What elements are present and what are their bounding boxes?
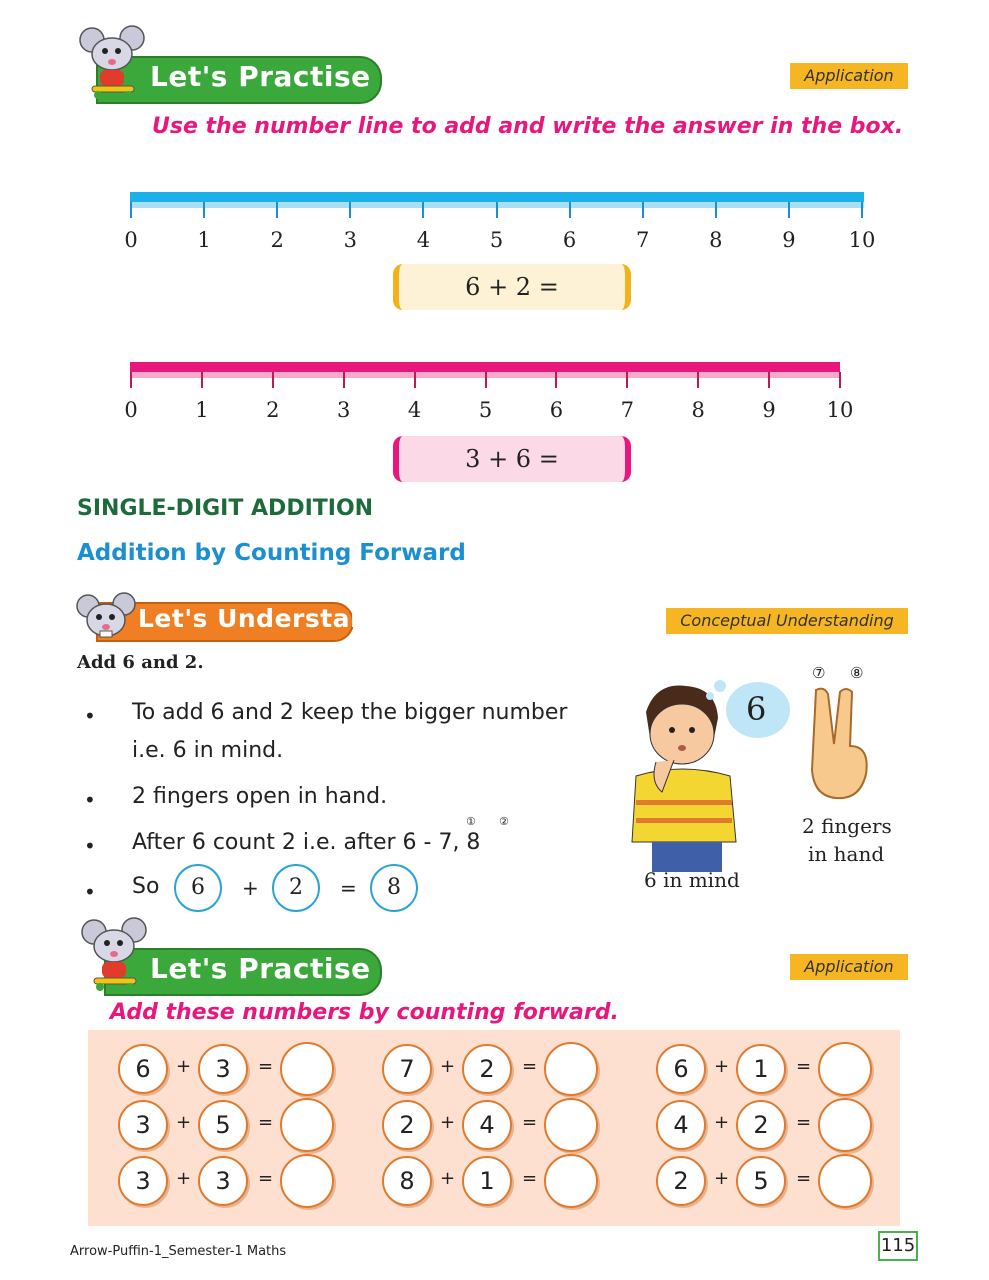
addend-b-circle: 5 — [736, 1156, 786, 1206]
addend-b-circle: 1 — [736, 1044, 786, 1094]
plus-sign: + — [714, 1112, 730, 1133]
number-line-1-tick-label: 3 — [343, 228, 357, 252]
number-line-2-tick — [626, 372, 628, 388]
section-subheading: Addition by Counting Forward — [77, 540, 466, 566]
addend-a-circle: 2 — [382, 1100, 432, 1150]
number-line-2-tick — [839, 372, 841, 388]
plus-sign: + — [440, 1168, 456, 1189]
number-line-2-tick-label: 10 — [826, 398, 854, 422]
mouse-mascot-icon — [80, 916, 150, 992]
number-line-1-tick — [569, 202, 571, 218]
number-line-1 — [130, 192, 864, 202]
page-number: 115 — [878, 1231, 918, 1261]
addend-a-circle: 3 — [118, 1100, 168, 1150]
answer-circle[interactable] — [280, 1042, 334, 1096]
number-line-1-tick-label: 4 — [416, 228, 431, 252]
addend-a-circle: 2 — [656, 1156, 706, 1206]
understand-heading: Add 6 and 2. — [77, 652, 204, 673]
number-line-1-tick — [496, 202, 498, 218]
number-line-1-tick — [203, 202, 205, 218]
plus-sign: + — [176, 1112, 192, 1133]
number-line-1-tick — [642, 202, 644, 218]
equals-sign: = — [796, 1112, 812, 1133]
plus-sign: + — [440, 1112, 456, 1133]
number-line-2-tick-label: 9 — [762, 398, 776, 422]
number-line-1-tick-label: 1 — [197, 228, 211, 252]
finger-count-8: ⑧ — [850, 664, 864, 682]
addend-b-circle: 3 — [198, 1044, 248, 1094]
bullet-4-prefix: So — [132, 874, 160, 899]
number-line-2-tick-label: 0 — [124, 398, 138, 422]
so-addend-b: 2 — [272, 864, 320, 912]
number-line-2-tick-label: 5 — [478, 398, 493, 422]
number-line-1-tick-label: 9 — [782, 228, 796, 252]
addend-a-circle: 6 — [118, 1044, 168, 1094]
two-fingers-hand-icon — [806, 684, 876, 802]
number-line-1-tick — [349, 202, 351, 218]
finger-count-7: ⑦ — [812, 664, 826, 682]
equals-sign: = — [796, 1168, 812, 1189]
number-line-2-tick — [697, 372, 699, 388]
practise-42-tag: Application — [790, 63, 908, 89]
plus-sign: + — [714, 1168, 730, 1189]
number-line-2-tick — [485, 372, 487, 388]
plus-sign: + — [714, 1056, 730, 1077]
number-line-2-tick-label: 3 — [337, 398, 351, 422]
practise-42-instruction: Use the number line to add and write the answer in the box. — [152, 114, 904, 139]
number-line-1-tick-label: 0 — [124, 228, 138, 252]
number-line-2-tick — [343, 372, 345, 388]
count-marker-1: ① — [466, 815, 476, 828]
equals-sign: = — [522, 1112, 538, 1133]
plus-sign: + — [440, 1056, 456, 1077]
addend-b-circle: 2 — [462, 1044, 512, 1094]
number-line-1-tick — [422, 202, 424, 218]
number-line-1-tick — [861, 202, 863, 218]
equals-sign: = — [258, 1112, 274, 1133]
addend-a-circle: 8 — [382, 1156, 432, 1206]
number-line-1-tick — [130, 202, 132, 218]
practise-42-title: Let's Practise 4.2 — [150, 60, 433, 93]
equation-box-6-plus-2[interactable]: 6 + 2 = — [393, 264, 631, 310]
section-heading: SINGLE-DIGIT ADDITION — [77, 496, 374, 521]
number-line-1-tick — [276, 202, 278, 218]
understand-title: Let's Understand — [138, 604, 387, 633]
practise-43-instruction: Add these numbers by counting forward. — [110, 1000, 619, 1025]
mouse-mascot-icon — [78, 24, 148, 100]
number-line-1-tick — [715, 202, 717, 218]
caption-hand-line-2: in hand — [808, 842, 885, 866]
number-line-2-tick-label: 6 — [549, 398, 564, 422]
number-line-1-tick-label: 2 — [270, 228, 284, 252]
number-line-2-tick-label: 8 — [691, 398, 705, 422]
answer-circle[interactable] — [544, 1098, 598, 1152]
answer-circle[interactable] — [818, 1098, 872, 1152]
bullet-dot: • — [84, 834, 96, 858]
so-equals: = — [340, 876, 357, 900]
bullet-2: 2 fingers open in hand. — [132, 784, 388, 809]
number-line-1-tick-label: 8 — [709, 228, 723, 252]
equals-sign: = — [796, 1056, 812, 1077]
so-addend-a: 6 — [174, 864, 222, 912]
number-line-2-tick — [768, 372, 770, 388]
number-line-2-tick-label: 7 — [620, 398, 634, 422]
bullet-1-line-2: i.e. 6 in mind. — [132, 738, 284, 763]
number-line-2-tick-label: 4 — [407, 398, 422, 422]
plus-sign: + — [176, 1168, 192, 1189]
equation-box-3-plus-6[interactable]: 3 + 6 = — [393, 436, 631, 482]
answer-circle[interactable] — [280, 1098, 334, 1152]
number-line-2 — [130, 362, 840, 372]
practise-43-title: Let's Practise 4.3 — [150, 952, 433, 985]
answer-circle[interactable] — [280, 1154, 334, 1208]
bullet-3: After 6 count 2 i.e. after 6 - 7, 8 — [132, 830, 481, 855]
number-line-1-tick — [788, 202, 790, 218]
number-line-1-tick-label: 6 — [562, 228, 577, 252]
understand-tag: Conceptual Understanding — [666, 608, 908, 634]
practise-43-tag: Application — [790, 954, 908, 980]
answer-circle[interactable] — [544, 1042, 598, 1096]
number-line-1-tick-label: 7 — [636, 228, 650, 252]
number-line-2-tick — [272, 372, 274, 388]
bullet-1-line-1: To add 6 and 2 keep the bigger number — [132, 700, 568, 725]
count-marker-2: ② — [499, 815, 509, 828]
number-line-2-tick-label: 1 — [195, 398, 209, 422]
addend-a-circle: 6 — [656, 1044, 706, 1094]
equals-sign: = — [522, 1168, 538, 1189]
cloud-number: 6 — [746, 690, 767, 728]
bullet-dot: • — [84, 880, 96, 904]
number-line-2-tick — [414, 372, 416, 388]
answer-circle[interactable] — [818, 1154, 872, 1208]
answer-circle[interactable] — [818, 1042, 872, 1096]
number-line-1-tick-label: 10 — [848, 228, 876, 252]
addend-b-circle: 5 — [198, 1100, 248, 1150]
addend-a-circle: 7 — [382, 1044, 432, 1094]
number-line-2-tick — [555, 372, 557, 388]
so-plus: + — [242, 876, 259, 900]
so-result: 8 — [370, 864, 418, 912]
equals-sign: = — [258, 1056, 274, 1077]
addend-a-circle: 4 — [656, 1100, 706, 1150]
bullet-dot: • — [84, 788, 96, 812]
equals-sign: = — [258, 1168, 274, 1189]
addend-b-circle: 4 — [462, 1100, 512, 1150]
addend-b-circle: 2 — [736, 1100, 786, 1150]
number-line-2-tick — [201, 372, 203, 388]
addend-a-circle: 3 — [118, 1156, 168, 1206]
caption-hand-line-1: 2 fingers — [802, 814, 892, 838]
addend-b-circle: 1 — [462, 1156, 512, 1206]
addend-b-circle: 3 — [198, 1156, 248, 1206]
answer-circle[interactable] — [544, 1154, 598, 1208]
equals-sign: = — [522, 1056, 538, 1077]
number-line-2-tick — [130, 372, 132, 388]
bullet-dot: • — [84, 704, 96, 728]
mouse-face-icon — [76, 590, 136, 644]
footer-book-title: Arrow-Puffin-1_Semester-1 Maths — [70, 1244, 287, 1259]
number-line-2-tick-label: 2 — [266, 398, 280, 422]
number-line-1-tick-label: 5 — [489, 228, 504, 252]
plus-sign: + — [176, 1056, 192, 1077]
caption-mind: 6 in mind — [644, 868, 740, 892]
